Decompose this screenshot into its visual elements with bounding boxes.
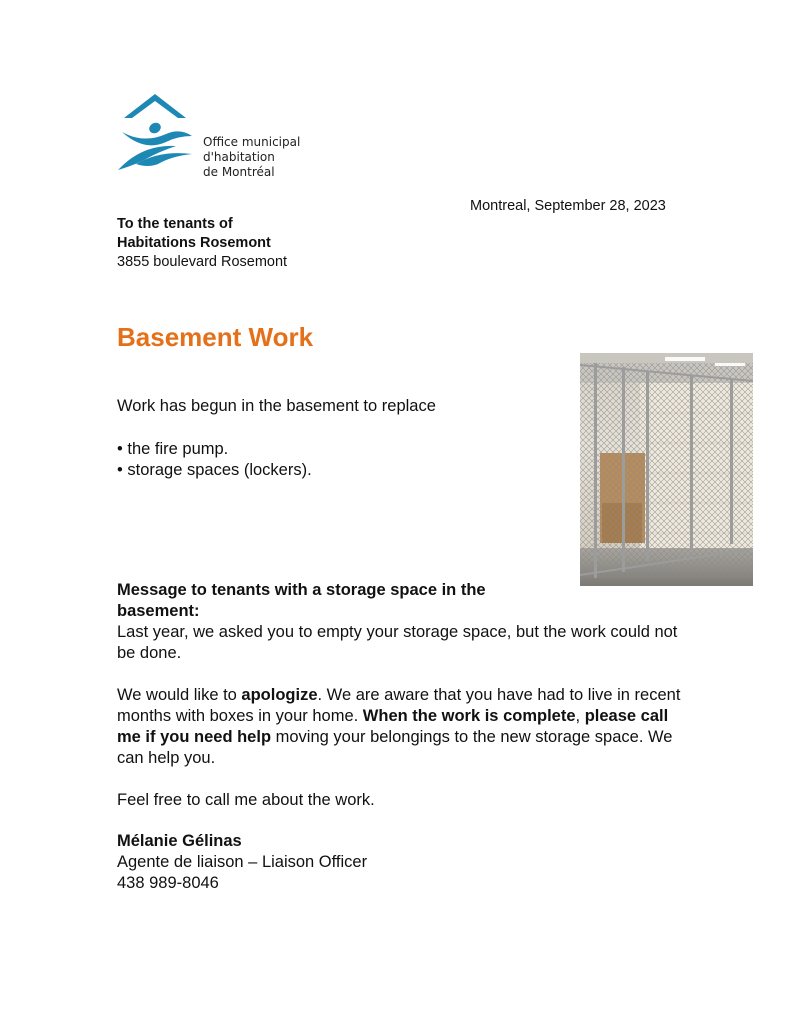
message-section — [117, 580, 682, 832]
recipient-address: 3855 boulevard Rosemont — [117, 254, 288, 270]
logo-line-1: Office municipal — [203, 135, 301, 149]
paragraph-text: . We are aware that you have had to live in recent months with boxes in your home. — [117, 686, 681, 725]
letter-date: Montreal, September 28, 2023 — [470, 198, 666, 214]
paragraph-text: , — [575, 707, 585, 725]
paragraph-emphasis: When the work is complete — [362, 707, 576, 725]
recipient-line-1: To the tenants of — [117, 216, 233, 232]
signer-role: Agente de liaison – Liaison Officer — [117, 853, 368, 871]
page-title: Basement Work — [117, 322, 314, 352]
paragraph-text: moving your belongings to the new storage space. We can help you. — [117, 728, 673, 767]
message-paragraph-3: Feel free to call me about the work. — [117, 791, 375, 809]
work-items-list — [117, 439, 312, 481]
recipient-line-2: Habitations Rosemont — [117, 235, 271, 251]
signer-name: Mélanie Gélinas — [117, 832, 242, 850]
message-paragraph-1: Last year, we asked you to empty your storage space, but the work could not be done. — [117, 623, 678, 662]
logo-wordmark — [203, 135, 300, 180]
organization-logo — [114, 92, 314, 182]
logo-line-2: d'habitation — [203, 150, 275, 164]
paragraph-emphasis: please call me if you need help — [117, 707, 669, 746]
signer-phone: 438 989-8046 — [117, 874, 219, 892]
signature-block — [117, 831, 367, 894]
list-item: • storage spaces (lockers). — [117, 461, 312, 479]
logo-line-3: de Montréal — [203, 165, 275, 179]
storage-lockers-photo — [580, 353, 753, 586]
list-item: • the fire pump. — [117, 440, 229, 458]
paragraph-emphasis: apologize — [241, 686, 318, 704]
omhm-house-person-logo-icon — [114, 92, 200, 176]
message-heading: Message to tenants with a storage space in the basement: — [117, 581, 486, 620]
paragraph-text: We would like to — [117, 686, 242, 704]
intro-text: Work has begun in the basement to replace — [117, 397, 436, 415]
recipient-block — [117, 215, 287, 272]
message-paragraph-2 — [117, 685, 682, 769]
